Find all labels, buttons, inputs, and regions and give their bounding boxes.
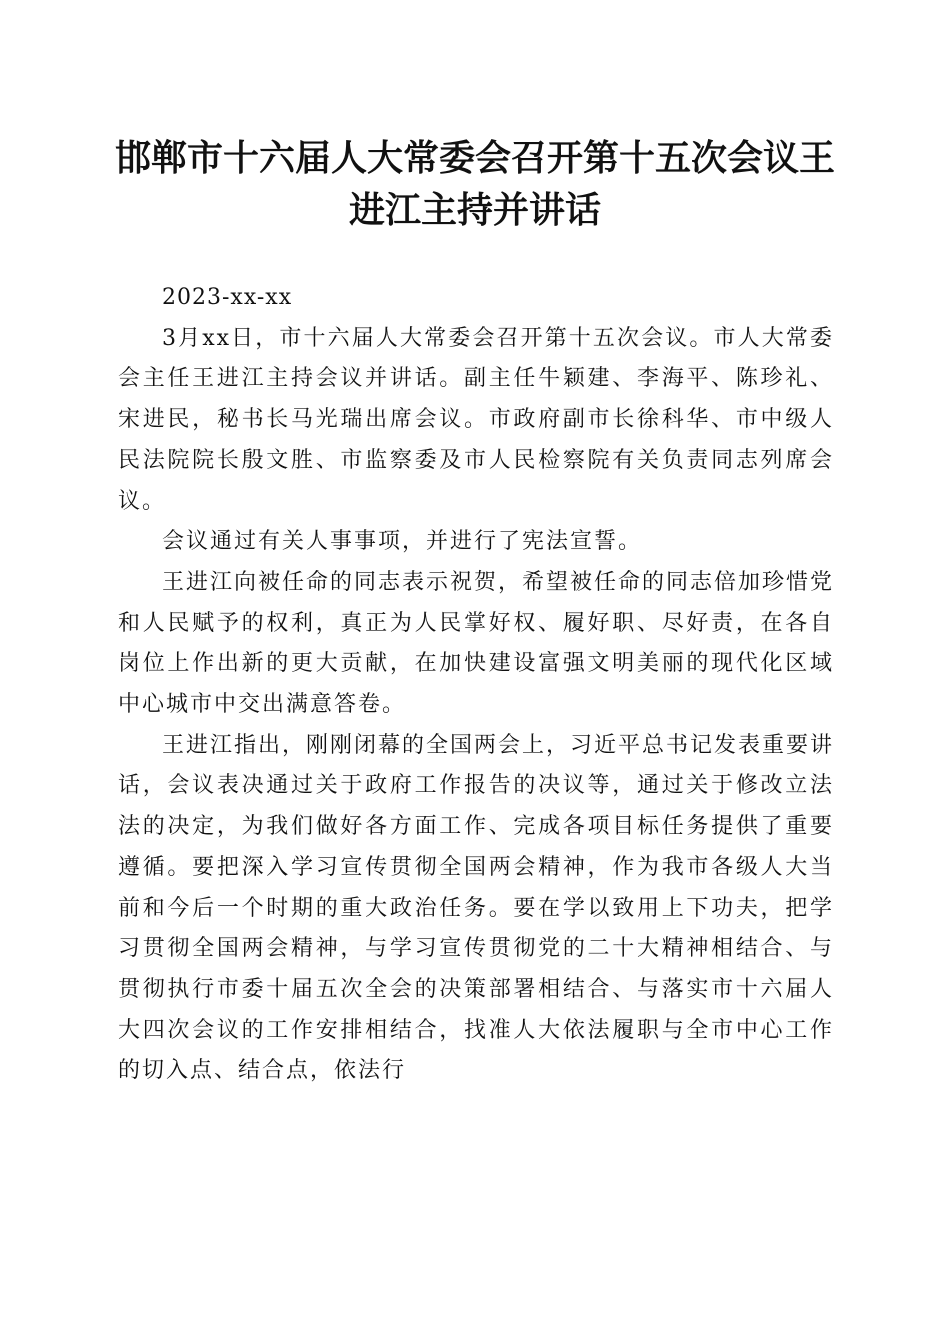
document-title: 邯郸市十六届人大常委会召开第十五次会议王进江主持并讲话 xyxy=(114,137,835,231)
paragraph-attendance: 3月xx日，市十六届人大常委会召开第十五次会议。市人大常委会主任王进江主持会议并讲话。副主任牛颖建、李海平、陈珍礼、宋进民，秘书长马光瑞出席会议。市政府副市长徐科华、市中级人民法院院长殷文胜、市监察委及市人民检察院有关负责同志列席会议。 xyxy=(118,325,834,514)
paragraph-congratulations: 王进江向被任命的同志表示祝贺，希望被任命的同志倍加珍惜党和人民赋予的权利，真正为人民掌好权、履好职、尽好责，在各自岗位上作出新的更大贡献，在加快建设富强文明美丽的现代化区域中心城市中交出满意答卷。 xyxy=(118,569,835,718)
paragraph-personnel: 会议通过有关人事事项，并进行了宪法宣誓。 xyxy=(162,529,643,555)
paragraph-instructions: 王进江指出，刚刚闭幕的全国两会上，习近平总书记发表重要讲话，会议表决通过关于政府工作报告的决议等，通过关于修改立法法的决定，为我们做好各方面工作、完成各项目标任务提供了重要遵循。要把深入学习宣传贯彻全国两会精神，作为我市各级人大当前和今后一个时期的重大政治任务。要在学以致用上下功夫，把学习贯彻全国两会精神，与学习宣传贯彻党的二十大精神相结合、与贯彻执行市委十届五次全会的决策部署相结合、与落实市十六届人大四次会议的工作安排相结合，找准人大依法履职与全市中心工作的切入点、结合点，依法行 xyxy=(118,732,835,1084)
document-date: 2023-xx-xx xyxy=(162,285,293,310)
document-body xyxy=(118,278,834,1092)
